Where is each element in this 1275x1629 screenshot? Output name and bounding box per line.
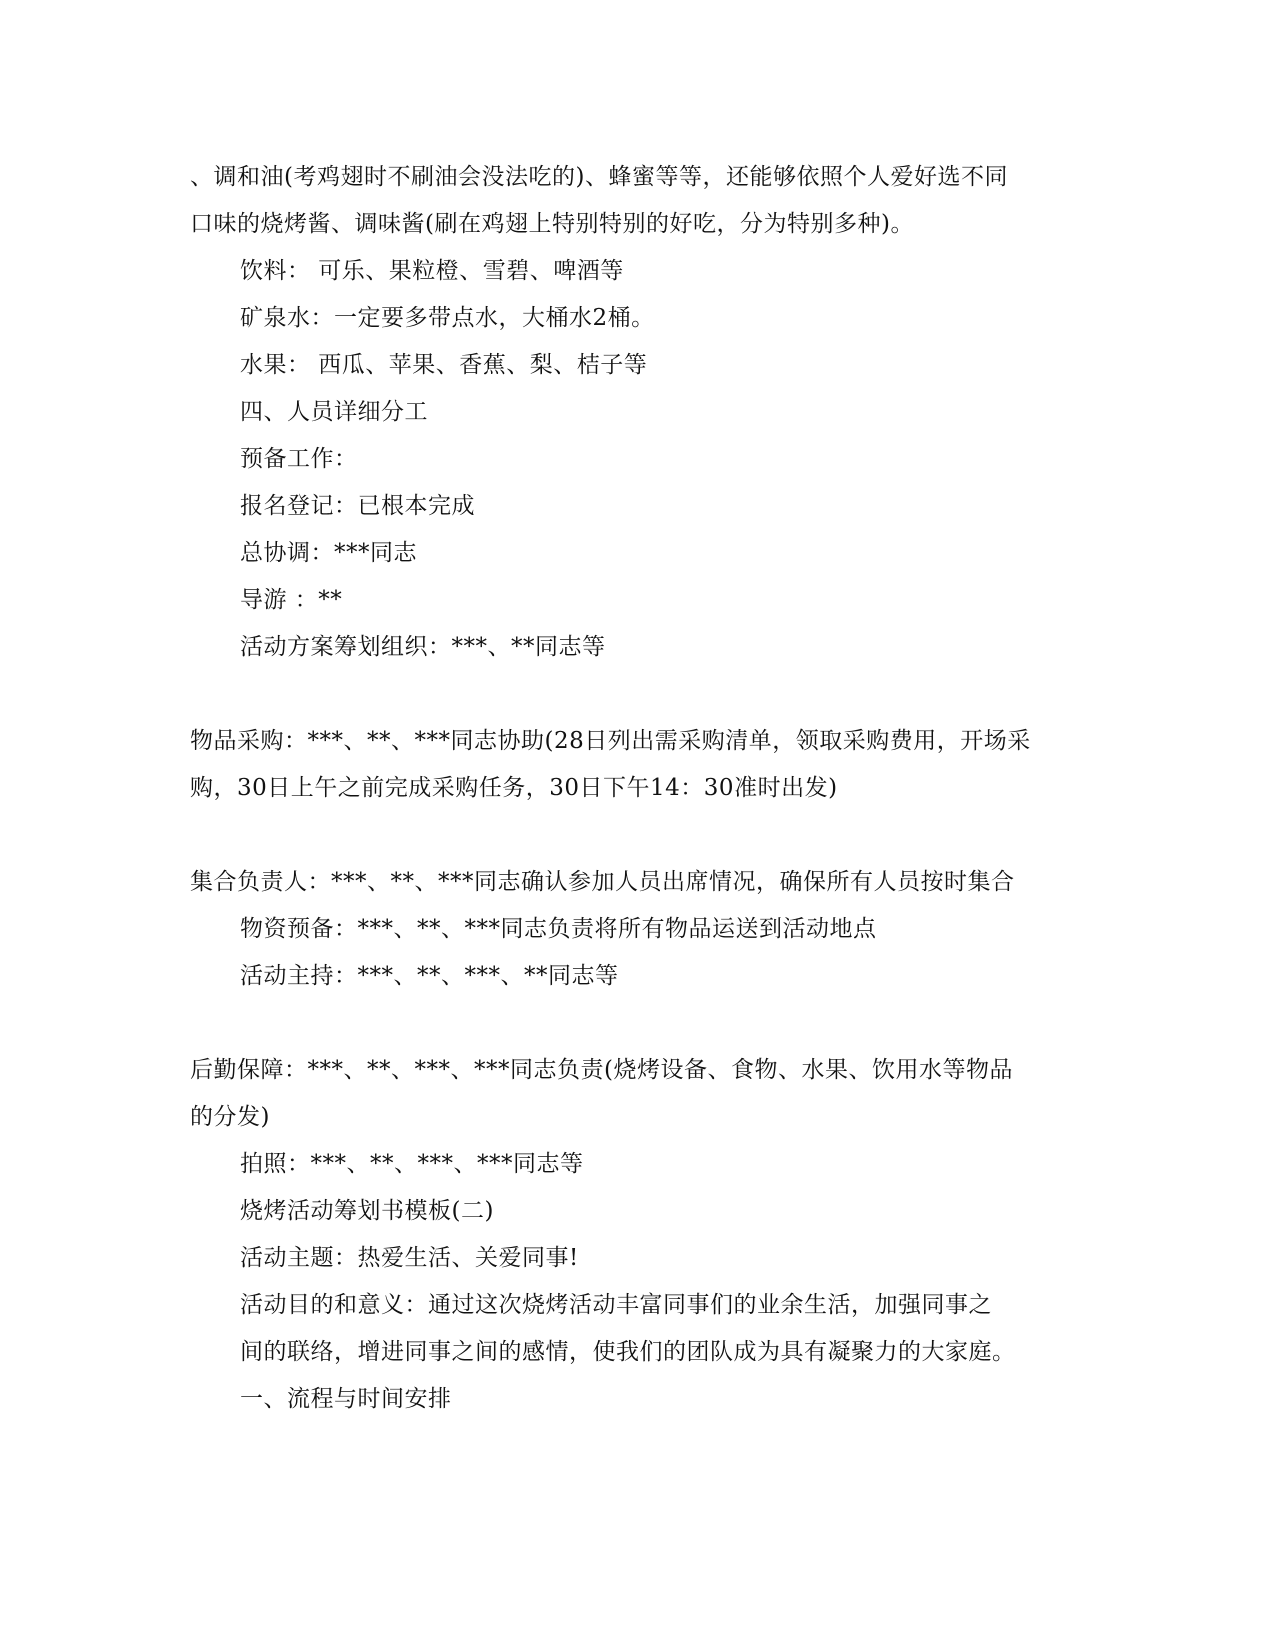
text-line: 集合负责人：***、**、***同志确认参加人员出席情况，确保所有人员按时集合 xyxy=(190,869,1015,895)
text-line: 矿泉水：一定要多带点水，大桶水2桶。 xyxy=(240,305,655,331)
text-line: 物资预备：***、**、***同志负责将所有物品运送到活动地点 xyxy=(240,916,877,942)
text-line: 口味的烧烤酱、调味酱(刷在鸡翅上特别特别的好吃，分为特别多种)。 xyxy=(190,211,914,237)
text-line: 后勤保障：***、**、***、***同志负责(烧烤设备、食物、水果、饮用水等物品 xyxy=(190,1057,1013,1083)
text-line: 拍照：***、**、***、***同志等 xyxy=(240,1151,584,1177)
text-line: 饮料： 可乐、果粒橙、雪碧、啤酒等 xyxy=(240,258,624,284)
text-line: 购，30日上午之前完成采购任务，30日下午14：30准时出发) xyxy=(190,775,838,801)
text-line: 活动主题：热爱生活、关爱同事! xyxy=(240,1245,579,1271)
text-line: 预备工作： xyxy=(240,446,358,472)
text-line: 活动主持：***、**、***、**同志等 xyxy=(240,963,619,989)
text-line: 间的联络，增进同事之间的感情，使我们的团队成为具有凝聚力的大家庭。 xyxy=(240,1339,1016,1365)
text-line: 活动方案筹划组织：***、**同志等 xyxy=(240,634,606,660)
text-line: 总协调：***同志 xyxy=(240,540,417,566)
section-heading: 四、人员详细分工 xyxy=(240,399,428,425)
text-line: 、调和油(考鸡翅时不刷油会没法吃的)、蜂蜜等等，还能够依照个人爱好选不同 xyxy=(190,164,1008,190)
text-line: 活动目的和意义：通过这次烧烤活动丰富同事们的业余生活，加强同事之 xyxy=(240,1292,992,1318)
text-line: 报名登记：已根本完成 xyxy=(240,493,475,519)
document-subtitle: 烧烤活动筹划书模板(二) xyxy=(240,1198,494,1224)
text-line: 的分发) xyxy=(190,1104,270,1130)
text-line: 水果： 西瓜、苹果、香蕉、梨、桔子等 xyxy=(240,352,648,378)
text-line: 导游 ：** xyxy=(240,587,343,613)
text-line: 物品采购：***、**、***同志协助(28日列出需采购清单，领取采购费用，开场采 xyxy=(190,728,1031,754)
section-heading: 一、流程与时间安排 xyxy=(240,1386,452,1412)
